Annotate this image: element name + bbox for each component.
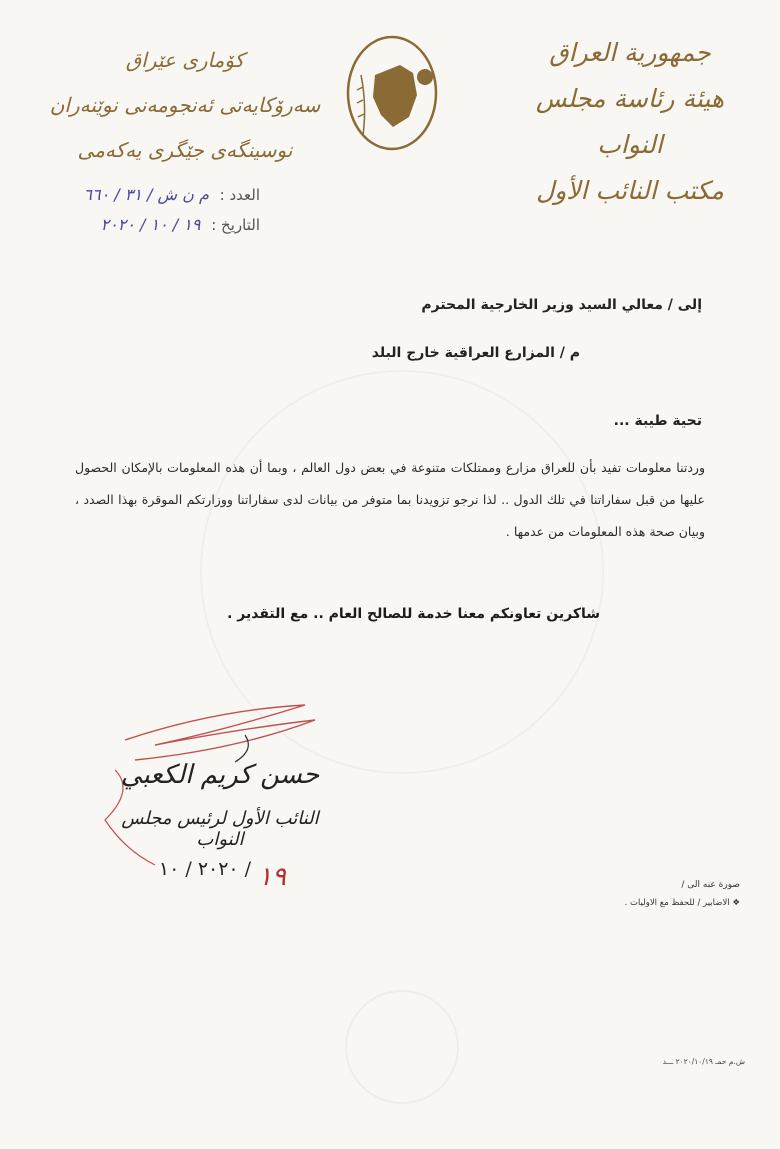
header-country: جمهورية العراق xyxy=(549,38,711,67)
subject-line: م / المزارع العراقية خارج البلد xyxy=(371,345,580,361)
parliament-logo-icon xyxy=(345,35,440,155)
header-kurdish-office: نوسینگەی جێگری یەكەمی xyxy=(77,138,293,162)
cc-bullet-icon: ❖ xyxy=(729,898,740,908)
header-kurdish-presidency: سەرۆكایەتی ئەنجومەنی نوێنەران xyxy=(49,93,321,117)
ref-number-row xyxy=(30,180,260,210)
ref-number-value: م ن ش / ٣١ / ٦٦٠ xyxy=(83,185,209,204)
reference-block xyxy=(30,180,260,240)
footer-code: ش.م حمـ ٢٠٢٠/١٠/١٩ ـــد xyxy=(662,1057,745,1066)
ref-number-label: العدد : xyxy=(219,186,260,204)
signature-date: ٢٠٢٠ / ١٠ / xyxy=(158,858,252,880)
letter-body: وردتنا معلومات تفيد بأن للعراق مزارع وممتلكات متنوعة في بعض دول العالم ، وبما أن هذه المعلومات بالإمكان الحصول عليها من قبل سفاراتنا في تلك الدول .. لذا نرجو تزويدنا بما متوفر من بيانات لدى سفاراتنا ووزارتكم الموقرة بهذا الصدد ، وبيان صحة هذه المعلومات من عدمها . xyxy=(75,460,705,539)
ref-date-value: ١٩ / ١٠ / ٢٠٢٠ xyxy=(100,215,201,234)
recipient-line: إلى / معالي السيد وزير الخارجية المحترم xyxy=(421,297,702,313)
header-kurdish xyxy=(45,38,325,173)
signatory-name: حسن كريم الكعبي xyxy=(120,760,320,790)
cc-block xyxy=(560,880,740,908)
header-kurdish-country: كۆماری عێراق xyxy=(125,48,245,72)
ref-date-row xyxy=(30,210,260,240)
ref-date-label: التاريخ : xyxy=(211,216,260,234)
header-arabic xyxy=(520,30,740,214)
greeting-line: تحية طيبة ... xyxy=(613,413,702,429)
signature-day-handwritten: ١٩ xyxy=(258,862,286,892)
cc-item-text: الاضابير / للحفظ مع الاوليات . xyxy=(624,898,730,908)
closing-line: شاكرين تعاونكم معنا خدمة للصالح العام .. مع التقدير . xyxy=(227,606,600,622)
header-presidency: هيئة رئاسة مجلس النواب xyxy=(535,84,725,159)
watermark-small-emblem xyxy=(345,990,459,1104)
header-office: مكتب النائب الأول xyxy=(536,176,724,205)
cc-item xyxy=(560,898,740,908)
cc-label: صورة عنه الى / xyxy=(681,880,740,890)
signatory-title: النائب الأول لرئيس مجلس النواب xyxy=(121,808,319,850)
